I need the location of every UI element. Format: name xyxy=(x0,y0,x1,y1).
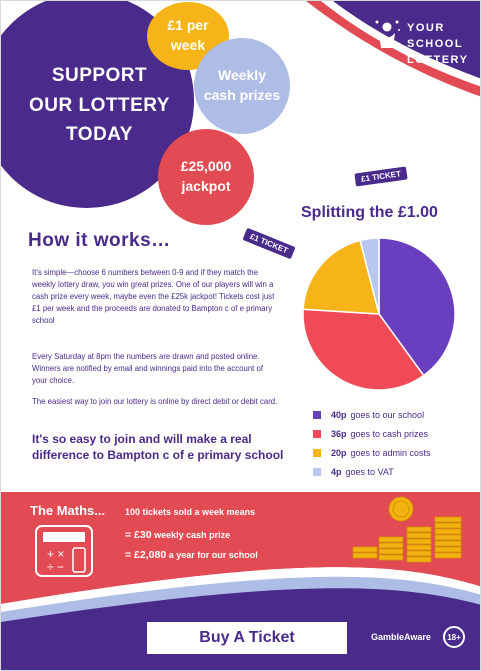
school-lottery-logo-icon xyxy=(373,18,401,56)
age-18-plus-icon: 18+ xyxy=(443,626,465,648)
how-callout: It's so easy to join and will make a real difference to Bampton c of e primary school xyxy=(32,432,284,463)
legend-item xyxy=(313,443,473,462)
ticket-icon: £1 TICKET xyxy=(354,166,407,186)
legend-swatch xyxy=(313,411,321,419)
yearly-text: a year for our school xyxy=(168,550,258,560)
how-paragraph-2: Every Saturday at 8pm the numbers are drawn and posted online. Winners are notified by email and winnings paid into the account of your choice. xyxy=(32,352,264,386)
legend-item xyxy=(313,405,473,424)
weekly-prizes-bubble: Weekly cash prizes xyxy=(194,38,290,134)
weekly-text: weekly cash prize xyxy=(154,530,231,540)
coins-icon xyxy=(349,487,474,565)
jackpot-bubble: £25,000 jackpot xyxy=(158,129,254,225)
how-paragraph-3: The easiest way to join our lottery is online by direct debit or debit card. xyxy=(32,397,278,406)
legend-item xyxy=(313,462,473,481)
split-pie-chart xyxy=(303,238,455,390)
maths-line-yearly xyxy=(125,549,258,561)
legend-text: goes to VAT xyxy=(345,466,394,477)
logo-text: YOUR SCHOOL LOTTERY xyxy=(407,22,469,66)
legend-text: goes to admin costs xyxy=(350,447,431,458)
weekly-amount: = £30 xyxy=(125,529,152,541)
gamble-aware-logo: GambleAware xyxy=(371,632,431,642)
buy-ticket-button[interactable]: Buy A Ticket xyxy=(147,622,347,654)
price-bubble: £1 per week xyxy=(147,2,229,70)
legend-amount: 40p xyxy=(331,409,347,420)
legend-amount: 36p xyxy=(331,428,347,439)
maths-line-tickets: 100 tickets sold a week means xyxy=(125,507,256,517)
headline-bubble: SUPPORT OUR LOTTERY TODAY xyxy=(0,0,194,208)
how-it-works-heading: How it works… xyxy=(28,230,171,251)
maths-title: The Maths... xyxy=(30,503,106,518)
legend-item xyxy=(313,424,473,443)
how-paragraph-1: It's simple—choose 6 numbers between 0-9 and if they match the weekly lottery draw, you win great prizes. One of our players will win a cash prize every week, maybe even the £25k jackpot! Tickets cost just £1 per week and the proceeds are donated to Bampton c of e primary school xyxy=(32,268,275,326)
legend-swatch xyxy=(313,468,321,476)
yearly-amount: = £2,080 xyxy=(125,549,167,561)
pie-legend xyxy=(313,405,473,481)
svg-text:÷ −: ÷ − xyxy=(47,560,64,574)
calculator-icon xyxy=(35,525,93,577)
legend-swatch xyxy=(313,449,321,457)
legend-text: goes to our school xyxy=(350,409,425,420)
maths-line-weekly xyxy=(125,529,230,541)
legend-amount: 20p xyxy=(331,447,347,458)
svg-text:+ ×: + × xyxy=(47,547,65,561)
ticket-icon: £1 TICKET xyxy=(242,228,295,260)
legend-text: goes to cash prizes xyxy=(350,428,429,439)
split-title: Splitting the £1.00 xyxy=(301,204,438,221)
legend-amount: 4p xyxy=(331,466,342,477)
legend-swatch xyxy=(313,430,321,438)
